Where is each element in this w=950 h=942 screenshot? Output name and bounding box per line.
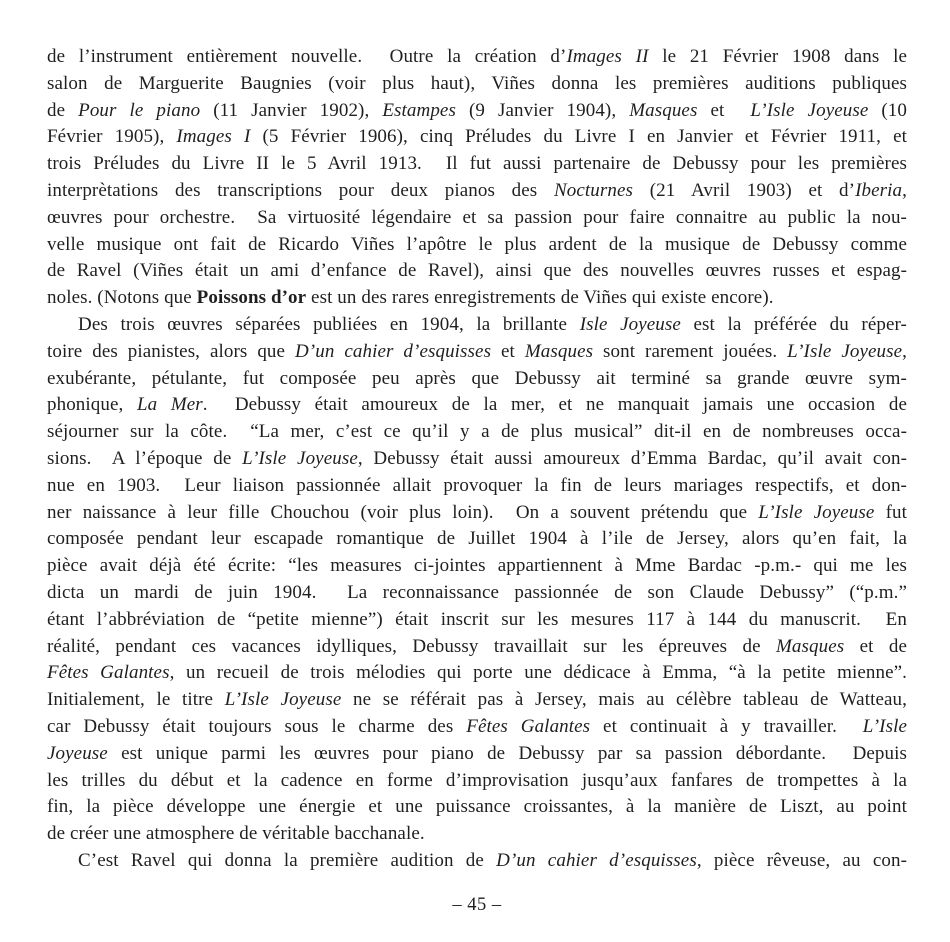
text-line	[47, 526, 907, 553]
italic-text-run: Isle Joyeuse	[579, 313, 681, 335]
text-run: fut	[874, 501, 907, 523]
text-run: exubérante, pétulante, fut composée peu après que Debussy ait terminé sa grande œuvre sym-	[47, 367, 907, 389]
text-line	[47, 178, 907, 205]
italic-text-run: La Mer	[136, 394, 203, 416]
italic-text-run: D’un cahier d’esquisses	[496, 849, 697, 871]
text-run: et	[697, 99, 751, 121]
text-run: Des trois œuvres séparées publiées en 1904, la brillante	[78, 313, 580, 335]
italic-text-run: Masques	[775, 635, 845, 657]
italic-text-run: L’Isle Joyeuse	[242, 447, 358, 469]
text-run: est un des rares enregistrements de Viñes qui existe encore).	[306, 287, 774, 309]
text-line	[47, 285, 907, 312]
italic-text-run: L’Isle Joyeuse	[224, 689, 342, 711]
text-run: les trilles du début et la cadence en forme d’improvisation jusqu’aux fanfares de trompettes à la	[47, 769, 907, 791]
italic-text-run: Joyeuse	[47, 742, 108, 764]
text-run: et continuait à y travailler.	[590, 715, 863, 737]
text-line	[47, 392, 907, 419]
text-line	[47, 312, 907, 339]
italic-text-run: Pour le piano	[78, 99, 201, 121]
text-run: le 21 Février 1908 dans le	[648, 46, 907, 67]
text-run: (9 Janvier 1904),	[455, 99, 630, 121]
italic-text-run: L’Isle	[862, 715, 907, 737]
text-run: et de	[844, 635, 908, 657]
text-line	[47, 741, 907, 768]
text-line	[47, 607, 907, 634]
italic-text-run: Fêtes Galantes	[47, 662, 170, 684]
text-line	[47, 151, 907, 178]
italic-text-run: Fêtes Galantes	[466, 715, 591, 737]
text-line	[47, 124, 907, 151]
text-run: trois Préludes du Livre II le 5 Avril 1913. Il fut aussi partenaire de Debussy pour les premières	[47, 153, 907, 175]
text-run: ne se référait pas à Jersey, mais au célèbre tableau de Watteau,	[341, 689, 907, 711]
text-run: de	[47, 99, 79, 121]
text-line	[47, 580, 907, 607]
text-run: (21 Avril 1903) et d’	[633, 179, 856, 201]
text-run: , pièce rêveuse, au con-	[696, 849, 908, 871]
text-run: composée pendant leur escapade romantique de Juillet 1904 à l’ile de Jersey, alors qu’en fait, la	[47, 528, 907, 550]
text-line	[47, 473, 907, 500]
text-run: et	[491, 340, 525, 362]
italic-text-run: Nocturnes	[554, 179, 634, 201]
text-run: de l’instrument entièrement nouvelle. Outre la création d’	[47, 46, 567, 67]
text-block	[47, 44, 907, 875]
text-line	[47, 821, 907, 848]
text-run: , Debussy était aussi amoureux d’Emma Bardac, qu’il avait con-	[357, 447, 907, 469]
page-number: – 45 –	[452, 894, 502, 915]
text-line	[47, 366, 907, 393]
italic-text-run: Masques	[524, 340, 594, 362]
italic-text-run: Images II	[566, 46, 649, 67]
text-line	[47, 794, 907, 821]
text-run: Février 1905),	[47, 126, 177, 148]
text-line	[47, 71, 907, 98]
text-run: interprètations des transcriptions pour deux pianos des	[47, 179, 555, 201]
text-run: (5 Février 1906), cinq Préludes du Livre I en Janvier et Février 1911, et	[250, 126, 907, 148]
text-run: (11 Janvier 1902),	[200, 99, 383, 121]
text-run: séjourner sur la côte. “La mer, c’est ce qu’il y a de plus musical” dit-il en de nombreuses occa-	[47, 421, 907, 443]
text-line	[47, 232, 907, 259]
italic-text-run: L’Isle Joyeuse	[787, 340, 903, 362]
text-run: . Debussy était amoureux de la mer, et ne manquait jamais une occasion de	[202, 394, 907, 416]
text-run: réalité, pendant ces vacances idylliques, Debussy travaillait sur les épreuves de	[47, 635, 776, 657]
text-line	[47, 205, 907, 232]
text-run: dicta un mardi de juin 1904. La reconnaissance passionnée de son Claude Debussy” (“p.m.”	[47, 581, 907, 603]
text-run: phonique,	[47, 394, 137, 416]
text-line	[47, 44, 907, 71]
text-run: velle musique ont fait de Ricardo Viñes l’apôtre le plus ardent de la musique de Debussy comme	[47, 233, 907, 255]
text-line	[47, 98, 907, 125]
text-run: fin, la pièce développe une énergie et une puissance croissantes, à la manière de Liszt, au point	[47, 796, 907, 818]
text-run: car Debussy était toujours sous le charme des	[47, 715, 467, 737]
text-run: ner naissance à leur fille Chouchou (voir plus loin). On a souvent prétendu que	[47, 501, 759, 523]
text-run: salon de Marguerite Baugnies (voir plus haut), Viñes donna les premières auditions publiques	[47, 72, 907, 94]
italic-text-run: D’un cahier d’esquisses	[294, 340, 492, 362]
text-run: ,	[902, 179, 907, 201]
italic-text-run: Images I	[176, 126, 251, 148]
text-line	[47, 714, 907, 741]
text-run: étant l’abbréviation de “petite mienne”) était inscrit sur les mesures 117 à 144 du manuscrit. En	[47, 608, 907, 630]
text-run: de créer une atmosphere de véritable bacchanale.	[47, 823, 425, 845]
page-footer	[47, 895, 907, 916]
italic-text-run: L’Isle Joyeuse	[758, 501, 875, 523]
text-line	[47, 634, 907, 661]
text-line	[47, 500, 907, 527]
text-run: Initialement, le titre	[47, 689, 225, 711]
text-line	[47, 687, 907, 714]
text-run: noles. (Notons que	[47, 287, 197, 309]
italic-text-run: Estampes	[382, 99, 456, 121]
italic-text-run: Iberia	[855, 179, 903, 201]
text-run: (10	[868, 99, 908, 121]
bold-text-run: Poissons d’or	[196, 287, 307, 309]
text-line	[47, 848, 907, 875]
text-run: œuvres pour orchestre. Sa virtuosité légendaire et sa passion pour faire connaitre au public la nou-	[47, 206, 907, 228]
text-run: C’est Ravel qui donna la première audition de	[78, 849, 497, 871]
text-run: de Ravel (Viñes était un ami d’enfance de Ravel), ainsi que des nouvelles œuvres russes et espag-	[47, 260, 907, 282]
text-line	[47, 660, 907, 687]
text-run: sions. A l’époque de	[47, 447, 243, 469]
text-run: , un recueil de trois mélodies qui porte une dédicace à Emma, “à la petite mienne”.	[169, 662, 908, 684]
text-line	[47, 339, 907, 366]
text-run: est unique parmi les œuvres pour piano de Debussy par sa passion débordante. Depuis	[107, 742, 907, 764]
text-run: nue en 1903. Leur liaison passionnée allait provoquer la fin de leurs mariages respectifs, et don-	[47, 474, 907, 496]
text-run: toire des pianistes, alors que	[47, 340, 295, 362]
text-line	[47, 419, 907, 446]
text-run: ,	[902, 340, 908, 362]
italic-text-run: L’Isle Joyeuse	[750, 99, 869, 121]
text-line	[47, 446, 907, 473]
text-run: est la préférée du réper-	[680, 313, 907, 335]
italic-text-run: Masques	[629, 99, 698, 121]
text-line	[47, 768, 907, 795]
text-run: sont rarement jouées.	[593, 340, 788, 362]
text-line	[47, 258, 907, 285]
text-run: pièce avait déjà été écrite: “les measures ci-jointes appartiennent à Mme Bardac -p.m.- qui me les	[47, 555, 907, 577]
text-line	[47, 553, 907, 580]
